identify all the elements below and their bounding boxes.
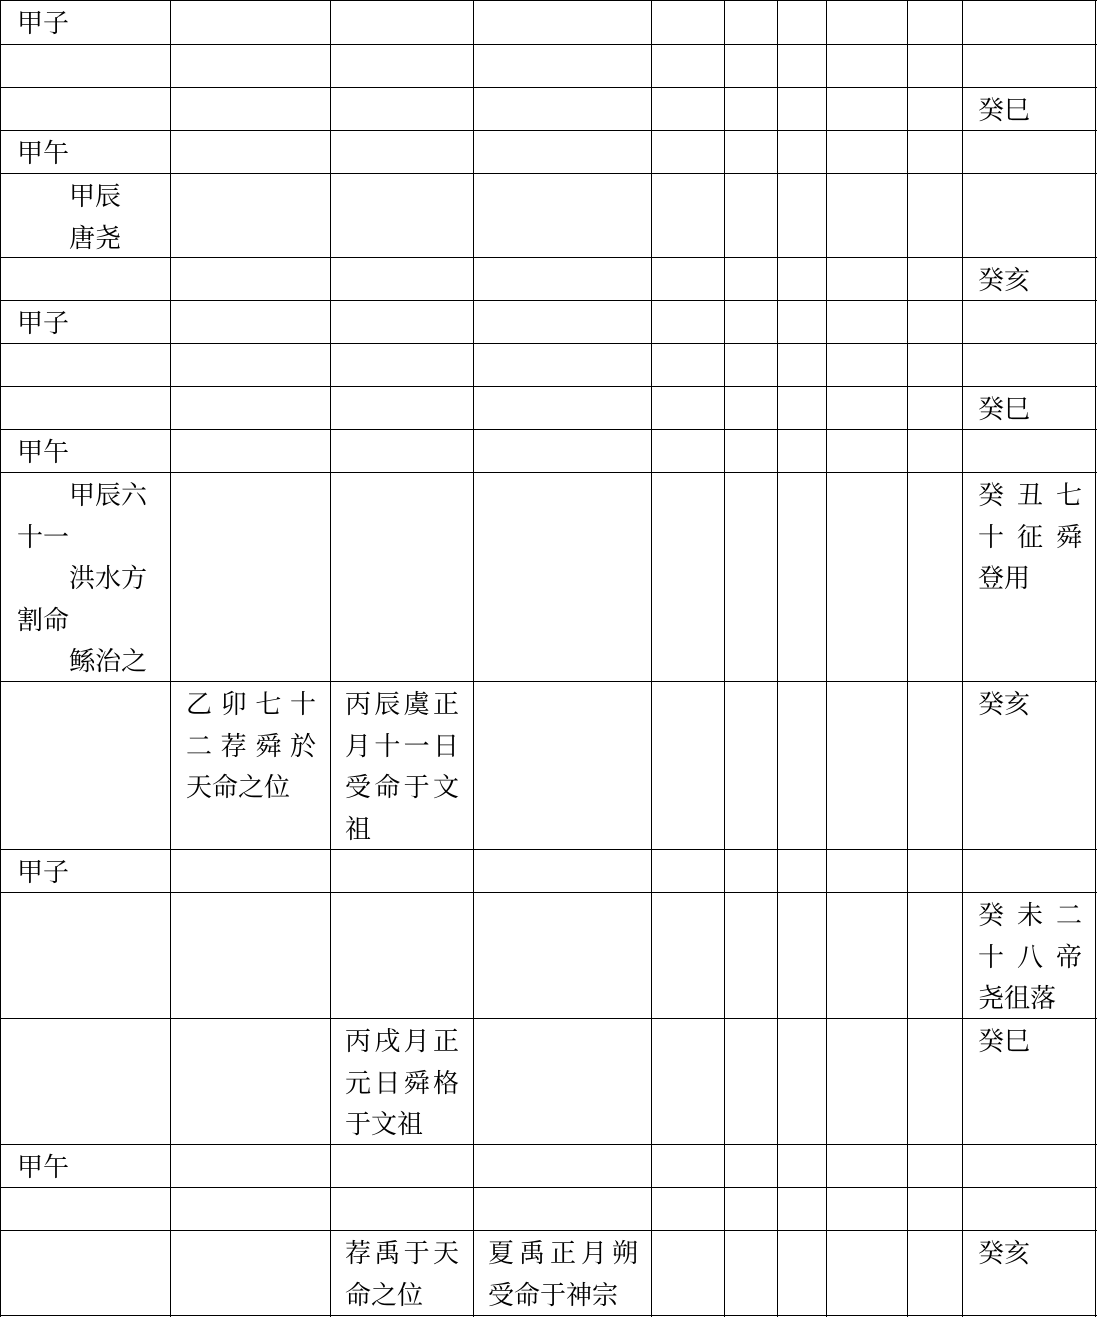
table-cell	[978, 1230, 1082, 1276]
table-cell	[978, 386, 1082, 432]
table-cell	[17, 1144, 157, 1190]
cell-text: 荐禹于天	[345, 1239, 459, 1269]
row-divider	[0, 257, 1097, 258]
cell-text: 甲子	[17, 9, 70, 39]
cell-text: 命之位	[345, 1280, 424, 1311]
cell-text: 夏禹正月朔	[488, 1239, 638, 1269]
cell-text: 十八帝	[978, 942, 1082, 973]
column-divider	[330, 0, 331, 1317]
row-divider	[0, 892, 1097, 893]
cell-text: 十一	[17, 522, 70, 553]
row-divider	[0, 300, 1097, 301]
cell-text: 十征舜	[978, 522, 1082, 553]
row-divider	[0, 472, 1097, 473]
row-divider	[0, 87, 1097, 88]
table-cell	[345, 1018, 459, 1147]
cell-text: 受命于神宗	[488, 1280, 619, 1311]
cell-text: 天命之位	[186, 773, 291, 803]
row-divider	[0, 343, 1097, 344]
row-divider	[0, 130, 1097, 131]
cell-text: 尧徂落	[978, 984, 1057, 1014]
cell-text: 甲子	[17, 858, 70, 888]
row-divider	[0, 849, 1097, 850]
table-cell	[978, 257, 1082, 303]
cell-text: 丙辰虞正	[345, 690, 459, 720]
table-cell	[17, 0, 157, 46]
cell-text: 月十一日	[345, 731, 459, 762]
table-cell	[17, 173, 157, 260]
cell-text: 癸亥	[978, 690, 1031, 720]
column-divider	[473, 0, 474, 1317]
table-cell	[17, 130, 157, 176]
table-border-top	[0, 0, 1097, 1]
table-border-left	[0, 0, 1, 1317]
column-divider	[907, 0, 908, 1317]
table-cell	[345, 1230, 459, 1317]
table-cell	[488, 1230, 638, 1317]
row-divider	[0, 681, 1097, 682]
cell-text: 甲午	[17, 438, 70, 468]
cell-text: 甲辰	[17, 182, 122, 212]
table-cell	[186, 681, 316, 810]
cell-text: 癸巳	[978, 1027, 1031, 1057]
row-divider	[0, 173, 1097, 174]
cell-text: 唐尧	[17, 223, 122, 254]
column-divider	[826, 0, 827, 1317]
cell-text: 癸巳	[978, 395, 1031, 425]
cell-text: 受命于文	[345, 773, 459, 803]
table-cell	[978, 892, 1082, 1021]
table-cell	[17, 849, 157, 895]
cell-text: 祖	[345, 814, 372, 845]
row-divider	[0, 1144, 1097, 1145]
column-divider	[651, 0, 652, 1317]
cell-text: 乙卯七十	[186, 690, 316, 720]
row-divider	[0, 1187, 1097, 1188]
cell-text: 癸亥	[978, 266, 1031, 296]
cell-text: 甲子	[17, 309, 70, 339]
cell-text: 甲午	[17, 139, 70, 169]
row-divider	[0, 1018, 1097, 1019]
table-cell	[17, 429, 157, 475]
cell-text: 洪水方	[17, 564, 148, 594]
cell-text: 甲午	[17, 1153, 70, 1183]
cell-text: 于文祖	[345, 1110, 424, 1140]
row-divider	[0, 386, 1097, 387]
cell-text: 鲧治之	[17, 647, 148, 677]
table-cell	[345, 681, 459, 851]
cell-text: 元日舜格	[345, 1068, 459, 1099]
row-divider	[0, 44, 1097, 45]
table-cell	[978, 1018, 1082, 1064]
cell-text: 丙戌月正	[345, 1027, 459, 1057]
cell-text: 癸未二	[978, 901, 1082, 931]
table-cell	[17, 300, 157, 346]
cell-text: 癸丑七	[978, 481, 1082, 511]
column-divider	[170, 0, 171, 1317]
cell-text: 割命	[17, 605, 70, 636]
column-divider	[962, 0, 963, 1317]
table-cell	[978, 472, 1082, 601]
column-divider	[724, 0, 725, 1317]
column-divider	[777, 0, 778, 1317]
table-cell	[978, 681, 1082, 727]
cell-text: 甲辰六	[17, 481, 148, 511]
cell-text: 癸巳	[978, 96, 1031, 126]
cell-text: 二荐舜於	[186, 731, 316, 762]
cell-text: 登用	[978, 564, 1031, 594]
table-border-right	[1095, 0, 1096, 1317]
table-cell	[17, 472, 157, 684]
table-cell	[978, 87, 1082, 133]
cell-text: 癸亥	[978, 1239, 1031, 1269]
row-divider	[0, 429, 1097, 430]
